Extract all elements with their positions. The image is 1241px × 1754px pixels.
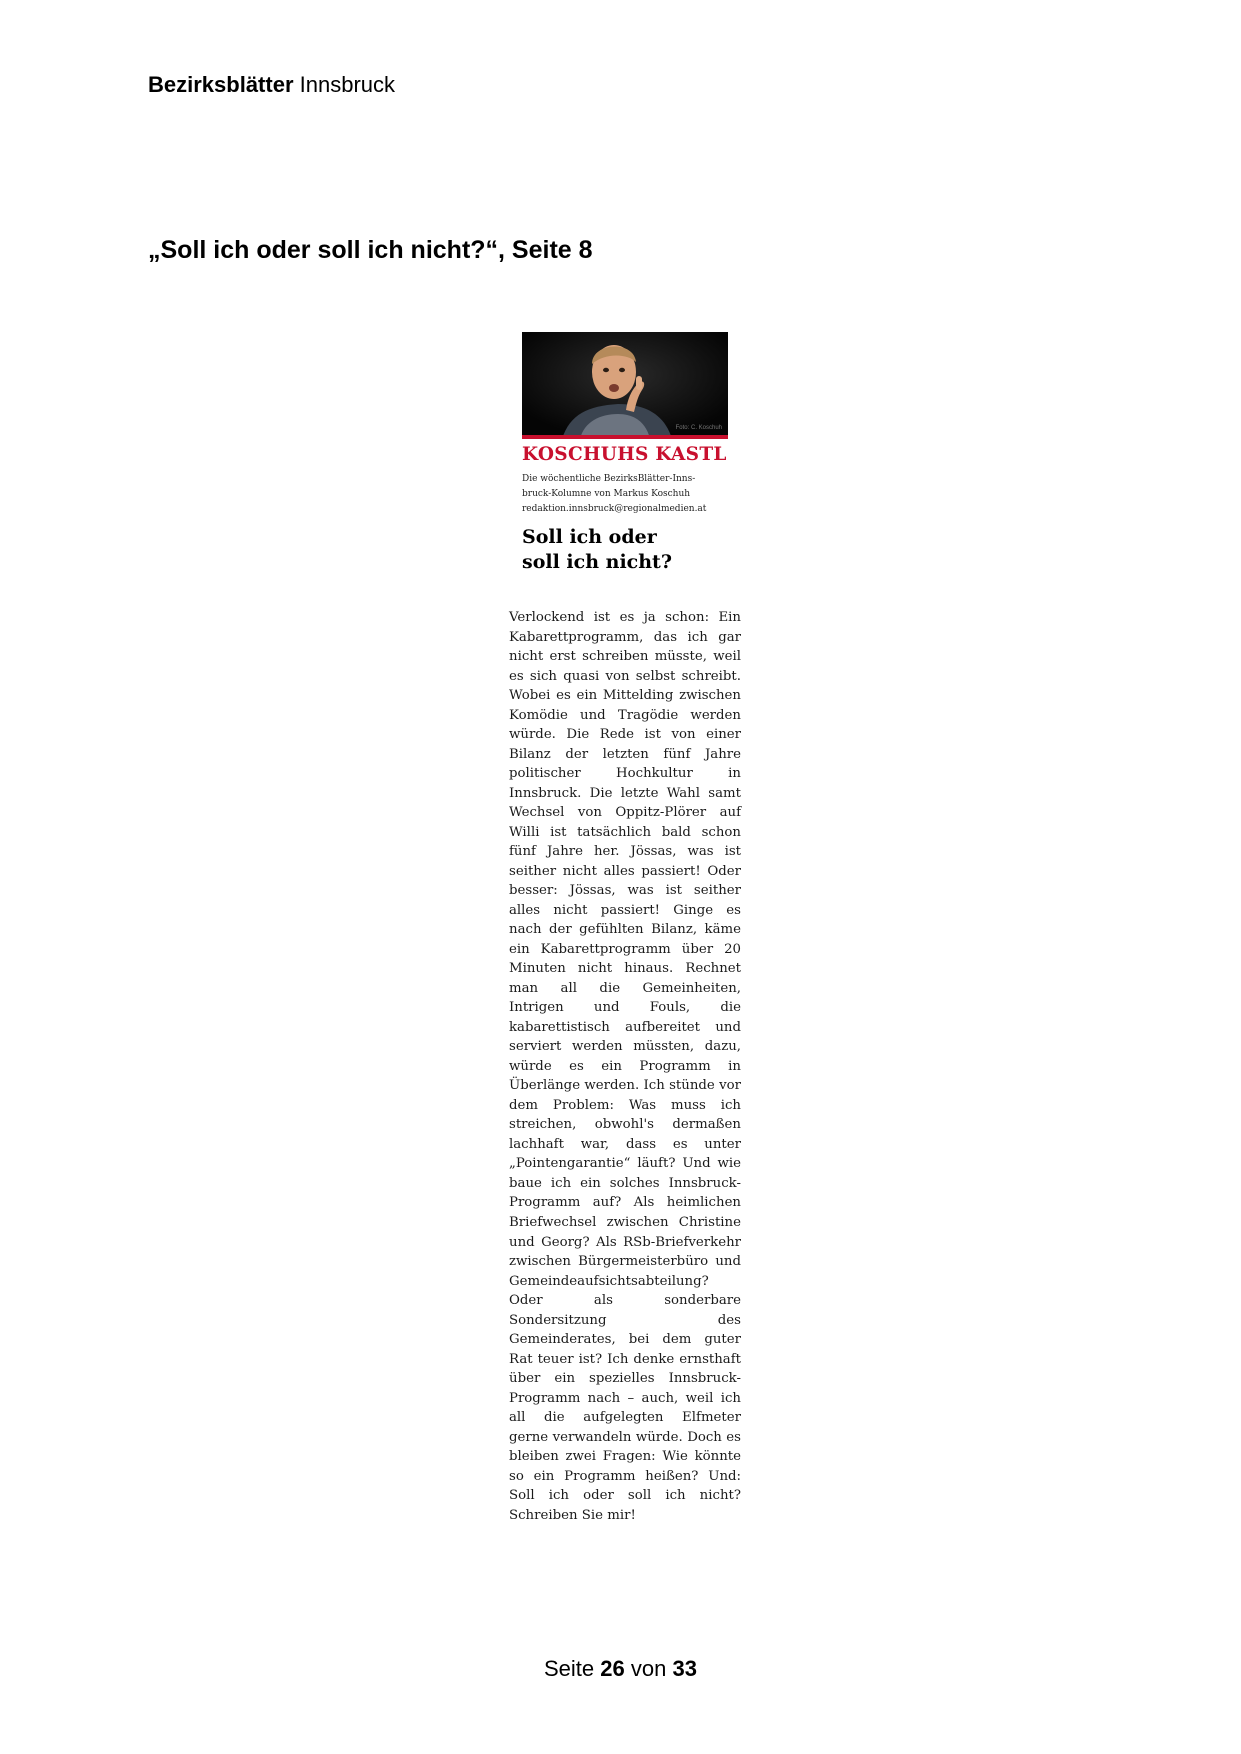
author-photo xyxy=(522,332,728,439)
footer-middle: von xyxy=(630,1656,667,1681)
footer-prefix: Seite xyxy=(544,1656,595,1681)
author-portrait-illustration xyxy=(522,332,728,439)
photo-credit: Foto: C. Koschuh xyxy=(675,425,722,431)
document-title: „Soll ich oder soll ich nicht?“, Seite 8 xyxy=(148,236,593,264)
column-kicker: KOSCHUHS KASTL xyxy=(522,444,727,465)
byline-email: redaktion.innsbruck@regionalmedien.at xyxy=(522,504,707,514)
header-location: Innsbruck xyxy=(299,72,396,97)
byline-line: bruck-Kolumne von Markus Koschuh xyxy=(522,489,691,499)
document-header xyxy=(148,72,395,98)
article-body: Verlockend ist es ja schon: Ein Kabarettprogramm, das ich gar nicht erst schreiben müsste, weil es sich quasi von selbst schreibt. Wobei es ein Mittelding zwischen Komödie und Tragödie werden würde. Die Rede ist von einer Bilanz der letzten fünf Jahre politischer Hochkultur in Innsbruck. Die letzte Wahl samt Wechsel von Oppitz-Plörer auf Willi ist tatsächlich bald schon fünf Jahre her. Jössas, was ist seither nicht alles passiert! Oder besser: Jössas, was ist seither alles nicht passiert! Ginge es nach der gefühlten Bilanz, käme ein Kabarettprogramm über 20 Minuten nicht hinaus. Rechnet man all die Gemeinheiten, Intrigen und Fouls, die kabarettistisch aufbereitet und serviert werden müssten, dazu, würde es ein Programm in Überlänge werden. Ich stünde vor dem Problem: Was muss ich streichen, obwohl's dermaßen lachhaft war, dass es unter „Pointengarantie“ läuft? Und wie baue ich ein solches Innsbruck-Programm auf? Als heimlichen Briefwechsel zwischen Christine und Georg? Als RSb-Briefverkehr zwischen Bürgermeisterbüro und Gemeindeaufsichtsabteilung? Oder als sonderbare Sondersitzung des Gemeinderates, bei dem guter Rat teuer ist? Ich denke ernsthaft über ein spezielles Innsbruck-Programm nach – auch, weil ich all die aufgelegten Elfmeter gerne verwandeln würde. Doch es bleiben zwei Fragen: Wie könnte so ein Programm heißen? Und: Soll ich oder soll ich nicht? Schreiben Sie mir! xyxy=(509,610,741,1523)
page-number-footer xyxy=(0,1656,1241,1682)
headline-line: Soll ich oder xyxy=(522,526,657,548)
headline-line: soll ich nicht? xyxy=(522,551,672,573)
byline-line: Die wöchentliche BezirksBlätter-Inns- xyxy=(522,474,696,484)
column-byline xyxy=(522,472,728,517)
header-brand: Bezirksblätter xyxy=(148,72,294,97)
article-headline xyxy=(522,525,742,575)
footer-total-pages: 33 xyxy=(672,1656,697,1681)
footer-current-page: 26 xyxy=(600,1656,625,1681)
photo-accent-bar xyxy=(522,435,728,439)
